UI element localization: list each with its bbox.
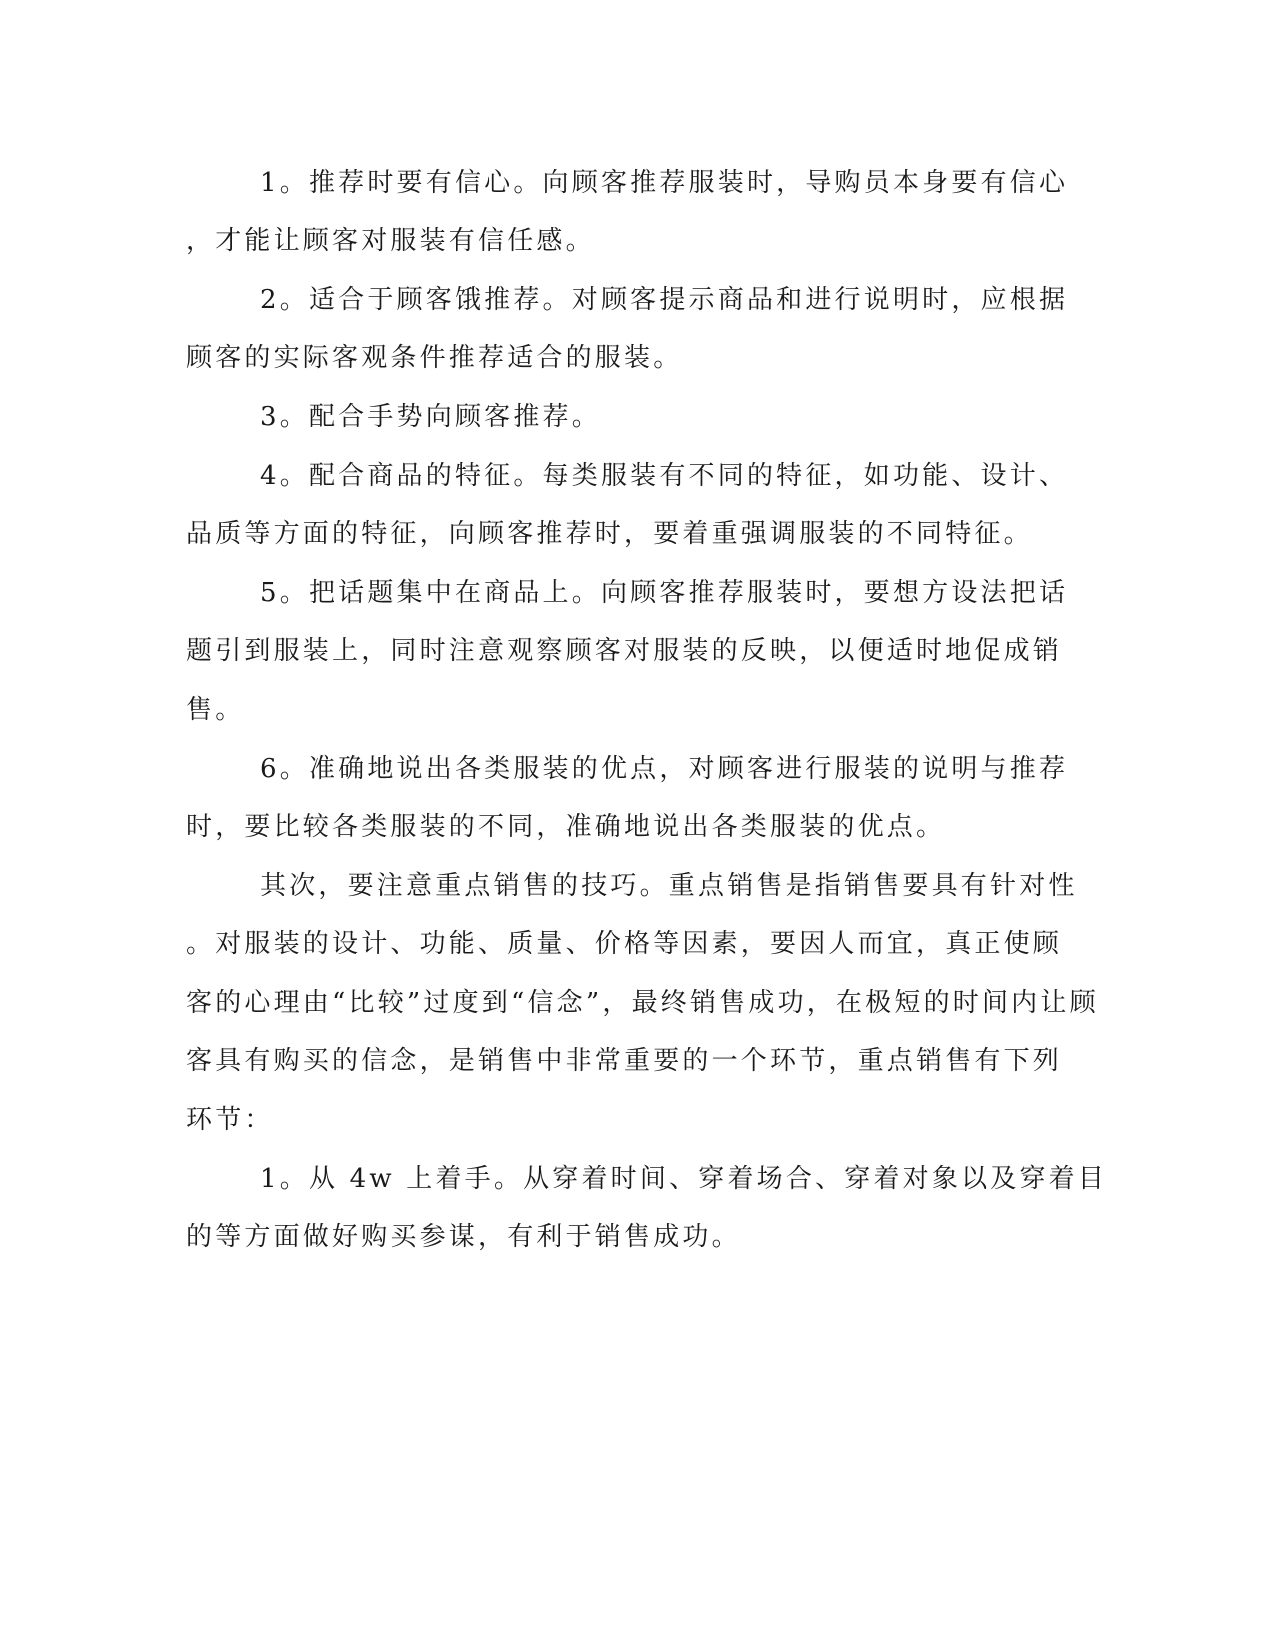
paragraph-line: 4。配合商品的特征。每类服装有不同的特征，如功能、设计、 bbox=[260, 461, 1069, 491]
paragraph-line: 1。从 4w 上着手。从穿着时间、穿着场合、穿着对象以及穿着目 bbox=[260, 1164, 1108, 1194]
paragraph-line: 客的心理由“比较”过度到“信念”，最终销售成功，在极短的时间内让顾 bbox=[186, 988, 1099, 1018]
paragraph-line: 6。准确地说出各类服装的优点，对顾客进行服装的说明与推荐 bbox=[260, 754, 1069, 784]
paragraph-line: 3。配合手势向顾客推荐。 bbox=[260, 402, 601, 432]
paragraph-line: 环节： bbox=[186, 1105, 274, 1135]
paragraph-line: 的等方面做好购买参谋，有利于销售成功。 bbox=[186, 1222, 741, 1252]
paragraph-line: 客具有购买的信念，是销售中非常重要的一个环节，重点销售有下列 bbox=[186, 1046, 1063, 1076]
paragraph-line: 售。 bbox=[186, 695, 245, 725]
paragraph-line: 题引到服装上，同时注意观察顾客对服装的反映，以便适时地促成销 bbox=[186, 636, 1063, 666]
paragraph-line: 2。适合于顾客饿推荐。对顾客提示商品和进行说明时，应根据 bbox=[260, 285, 1069, 315]
paragraph-line: 时，要比较各类服装的不同，准确地说出各类服装的优点。 bbox=[186, 812, 946, 842]
paragraph-line: 。对服装的设计、功能、质量、价格等因素，要因人而宜，真正使顾 bbox=[186, 929, 1063, 959]
paragraph-line: 5。把话题集中在商品上。向顾客推荐服装时，要想方设法把话 bbox=[260, 578, 1069, 608]
paragraph-line: 1。推荐时要有信心。向顾客推荐服装时，导购员本身要有信心 bbox=[260, 168, 1069, 198]
paragraph-line: 其次，要注意重点销售的技巧。重点销售是指销售要具有针对性 bbox=[260, 871, 1078, 901]
paragraph-line: 顾客的实际客观条件推荐适合的服装。 bbox=[186, 343, 683, 373]
paragraph-line: 品质等方面的特征，向顾客推荐时，要着重强调服装的不同特征。 bbox=[186, 519, 1033, 549]
paragraph-line: ，才能让顾客对服装有信任感。 bbox=[186, 226, 595, 256]
